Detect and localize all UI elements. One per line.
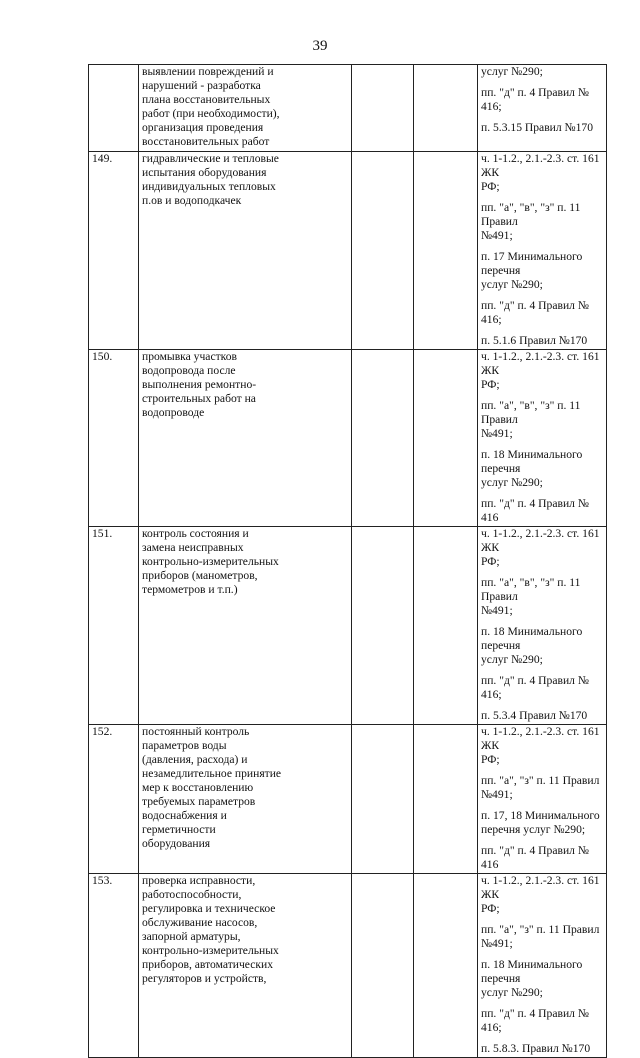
legal-reference [481,1042,603,1056]
work-line: контрольно-измерительных [142,944,279,957]
empty-cell [352,527,414,725]
legal-reference-line: п. 5.3.15 Правил №170 [481,121,594,134]
legal-reference [481,121,603,135]
work-line: нарушений - разработка [142,79,261,92]
legal-reference-line: перечня услуг №290; [481,823,586,836]
legal-reference [481,527,603,569]
legal-reference [481,958,603,1000]
legal-reference-line: №491; [481,604,513,617]
legal-reference-line: услуг №290; [481,653,543,666]
legal-reference [481,201,603,243]
work-line: оборудования [142,837,211,850]
legal-reference [481,399,603,441]
work-line: п.ов и водоподкачек [142,194,242,207]
legal-reference-line: пп. "д" п. 4 Правил № 416; [481,674,589,701]
legal-reference [481,809,603,837]
table-row [89,65,607,152]
legal-reference-line: РФ; [481,180,500,193]
work-line: работоспособности, [142,888,242,901]
legal-reference-line: РФ; [481,753,500,766]
work-line: проверка исправности, [142,874,256,887]
legal-reference [481,86,603,114]
legal-reference [481,65,603,79]
legal-reference-line: ч. 1-1.2., 2.1.-2.3. ст. 161 ЖК [481,874,600,901]
work-line: замена неисправных [142,541,244,554]
work-line: обслуживание насосов, [142,916,258,929]
legal-reference-line: пп. "д" п. 4 Правил № 416; [481,299,589,326]
work-line: испытания оборудования [142,166,267,179]
legal-reference-line: РФ; [481,902,500,915]
row-number: 153. [89,874,139,1058]
legal-reference [481,448,603,490]
legal-reference [481,350,603,392]
work-line: контроль состояния и [142,527,249,540]
work-line: параметров воды [142,739,227,752]
work-description [139,350,352,527]
legal-basis [478,725,607,874]
table-row [89,350,607,527]
empty-cell [414,527,478,725]
empty-cell [414,350,478,527]
work-line: работ (при необходимости), [142,107,280,120]
empty-cell [414,152,478,350]
legal-reference [481,334,603,348]
legal-reference [481,844,603,872]
legal-reference [481,299,603,327]
work-line: регуляторов и устройств, [142,972,267,985]
work-line: постоянный контроль [142,725,250,738]
legal-reference [481,709,603,723]
legal-reference-line: РФ; [481,555,500,568]
empty-cell [414,874,478,1058]
work-line: гидравлические и тепловые [142,152,279,165]
work-description [139,874,352,1058]
legal-reference-line: ч. 1-1.2., 2.1.-2.3. ст. 161 ЖК [481,725,600,752]
work-line: запорной арматуры, [142,930,241,943]
row-number [89,65,139,152]
legal-reference-line: пп. "а", "в", "з" п. 11 Правил [481,201,581,228]
table-row [89,527,607,725]
empty-cell [352,725,414,874]
regulations-table [88,64,607,1058]
empty-cell [352,874,414,1058]
legal-basis [478,350,607,527]
empty-cell [352,65,414,152]
legal-reference-line: п. 18 Минимального перечня [481,448,583,475]
table-row [89,874,607,1058]
legal-reference-line: услуг №290; [481,476,543,489]
legal-reference-line: п. 18 Минимального перечня [481,958,583,985]
legal-reference [481,923,603,951]
legal-basis [478,527,607,725]
work-line: приборов, автоматических [142,958,274,971]
work-line: водопроводе [142,406,205,419]
legal-reference-line: пп. "д" п. 4 Правил № 416 [481,497,589,524]
work-line: водопровода после [142,364,236,377]
legal-reference [481,725,603,767]
work-description [139,152,352,350]
row-number: 152. [89,725,139,874]
legal-basis [478,152,607,350]
legal-basis [478,874,607,1058]
legal-reference-line: услуг №290; [481,278,543,291]
legal-basis [478,65,607,152]
work-line: термометров и т.п.) [142,583,238,596]
legal-reference-line: п. 5.1.6 Правил №170 [481,334,588,347]
legal-reference-line: пп. "д" п. 4 Правил № 416 [481,844,589,871]
work-line: плана восстановительных [142,93,271,106]
work-line: приборов (манометров, [142,569,258,582]
legal-reference [481,874,603,916]
table-row [89,152,607,350]
legal-reference-line: №491; [481,229,513,242]
legal-reference [481,497,603,525]
legal-reference-line: пп. "д" п. 4 Правил № 416; [481,86,589,113]
work-description [139,725,352,874]
table-row [89,725,607,874]
legal-reference-line: п. 17, 18 Минимального [481,809,600,822]
work-line: герметичности [142,823,216,836]
legal-reference [481,774,603,802]
work-description [139,65,352,152]
work-line: промывка участков [142,350,237,363]
legal-reference-line: пп. "а", "з" п. 11 Правил №491; [481,923,600,950]
legal-reference-line: пп. "а", "в", "з" п. 11 Правил [481,576,581,603]
legal-reference-line: п. 5.8.3. Правил №170 [481,1042,591,1055]
row-number: 149. [89,152,139,350]
legal-reference-line: п. 18 Минимального перечня [481,625,583,652]
legal-reference-line: пп. "д" п. 4 Правил № 416; [481,1007,589,1034]
legal-reference [481,1007,603,1035]
work-line: выявлении повреждений и [142,65,274,78]
legal-reference [481,250,603,292]
legal-reference-line: услуг №290; [481,65,543,78]
work-line: индивидуальных тепловых [142,180,276,193]
empty-cell [414,65,478,152]
legal-reference-line: п. 5.3.4 Правил №170 [481,709,588,722]
work-line: организация проведения [142,121,264,134]
legal-reference-line: пп. "а", "в", "з" п. 11 Правил [481,399,581,426]
row-number: 150. [89,350,139,527]
legal-reference-line: услуг №290; [481,986,543,999]
legal-reference-line: ч. 1-1.2., 2.1.-2.3. ст. 161 ЖК [481,350,600,377]
empty-cell [352,152,414,350]
legal-reference [481,625,603,667]
legal-reference [481,674,603,702]
work-line: строительных работ на [142,392,256,405]
work-line: регулировка и техническое [142,902,276,915]
work-line: требуемых параметров [142,795,256,808]
row-number: 151. [89,527,139,725]
legal-reference-line: пп. "а", "з" п. 11 Правил №491; [481,774,600,801]
table-body [89,65,607,1058]
legal-reference [481,152,603,194]
empty-cell [414,725,478,874]
legal-reference [481,576,603,618]
legal-reference-line: ч. 1-1.2., 2.1.-2.3. ст. 161 ЖК [481,152,600,179]
legal-reference-line: РФ; [481,378,500,391]
work-line: мер к восстановлению [142,781,254,794]
legal-reference-line: ч. 1-1.2., 2.1.-2.3. ст. 161 ЖК [481,527,600,554]
work-line: незамедлительное принятие [142,767,282,780]
empty-cell [352,350,414,527]
work-line: (давления, расхода) и [142,753,248,766]
work-line: водоснабжения и [142,809,227,822]
legal-reference-line: №491; [481,427,513,440]
legal-reference-line: п. 17 Минимального перечня [481,250,583,277]
page-number: 39 [312,38,328,54]
work-line: выполнения ремонтно- [142,378,257,391]
work-description [139,527,352,725]
work-line: контрольно-измерительных [142,555,279,568]
work-line: восстановительных работ [142,135,270,148]
